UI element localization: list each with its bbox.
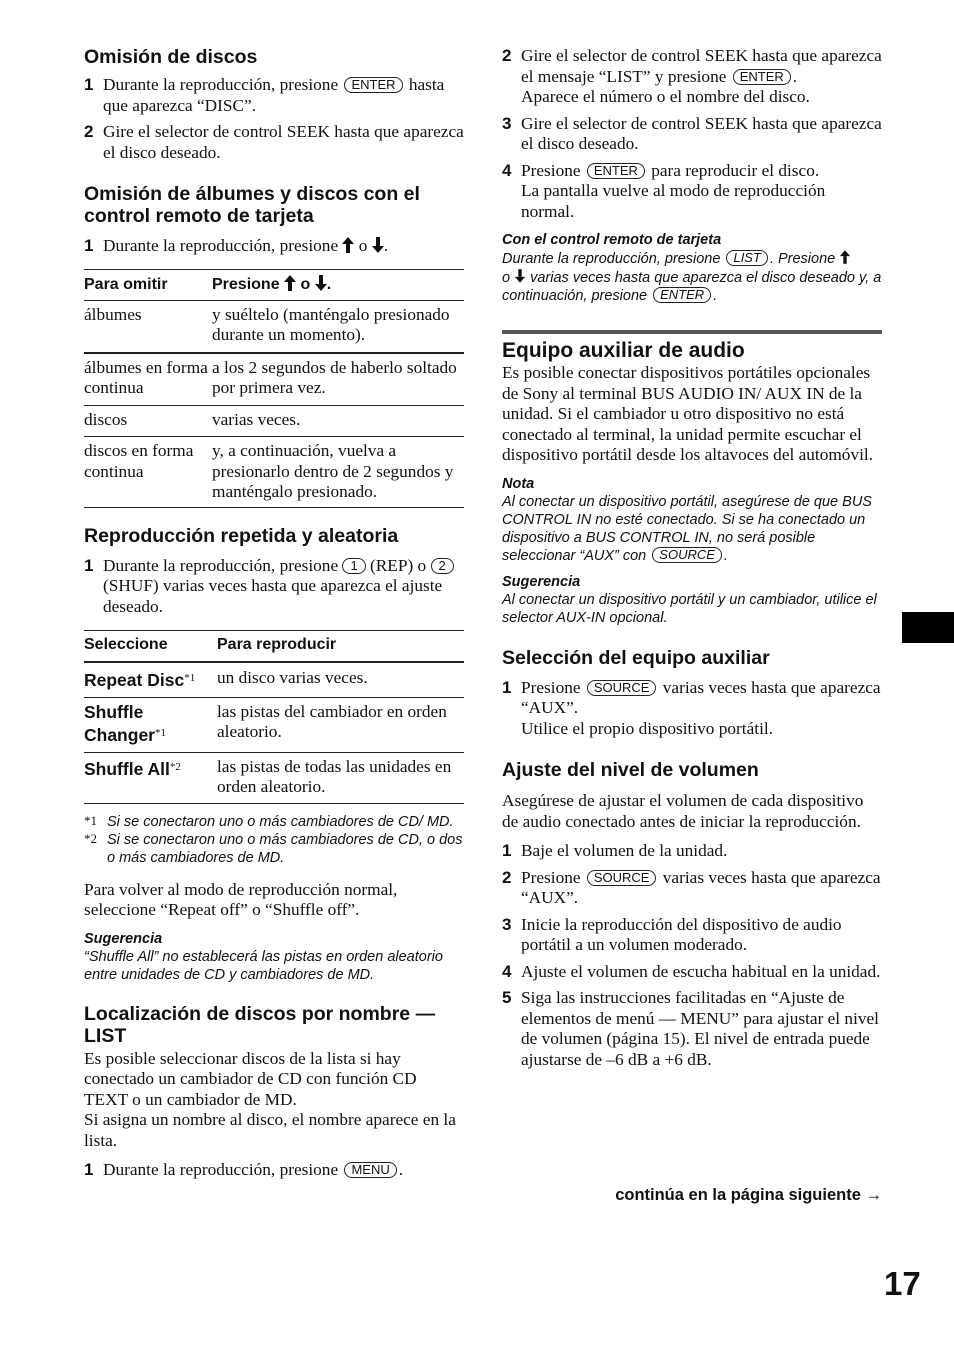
step-text: . xyxy=(383,236,389,255)
step-number: 1 xyxy=(502,677,512,697)
table-row xyxy=(84,353,464,406)
mode-name: Repeat Disc xyxy=(84,670,185,690)
header-text: . xyxy=(326,275,332,293)
table-header: Para omitir xyxy=(84,275,168,293)
table-cell xyxy=(84,662,217,697)
table-cell: varias veces. xyxy=(212,409,301,429)
list-key: LIST xyxy=(726,250,767,266)
step-text: Gire el selector de control SEEK hasta que aparezca el disco deseado. xyxy=(521,113,882,153)
footnote-text: Si se conectaron uno o más cambiadores de CD, o dos o más cambiadores de MD. xyxy=(107,831,463,866)
step-number: 2 xyxy=(84,122,94,141)
table-header: Para reproducir xyxy=(217,636,337,653)
table-row xyxy=(84,752,464,803)
step-text: Presione xyxy=(521,160,585,180)
volume-step-5 xyxy=(502,988,882,1070)
list-step-3 xyxy=(502,114,882,155)
header-text: o xyxy=(296,275,315,293)
table-row xyxy=(84,697,464,752)
table-cell: un disco varias veces. xyxy=(217,668,368,687)
table-cell: las pistas de todas las unidades en orden aleatorio. xyxy=(217,756,452,796)
volume-step-2 xyxy=(502,868,882,909)
note-text-part: Al conectar un dispositivo portátil, asegúrese de que BUS CONTROL IN no esté conectado. Si se ha conectado un dispositivo a BUS CONTROL IN, no será posible seleccionar “AUX” con xyxy=(502,493,872,564)
up-arrow-icon xyxy=(284,275,296,291)
table-cell: álbumes en forma continua xyxy=(84,357,208,397)
preset-1-key: 1 xyxy=(342,558,365,574)
step-text: Baje el volumen de la unidad. xyxy=(521,841,728,860)
table-header-row xyxy=(84,269,464,300)
table-row xyxy=(84,437,464,508)
footnote xyxy=(84,831,464,867)
preset-2-key: 2 xyxy=(431,558,454,574)
remote-text-part: . xyxy=(713,288,718,304)
step-number: 1 xyxy=(84,75,94,94)
remote-text-part: Durante la reproducción, presione xyxy=(502,251,725,267)
tip-text: Al conectar un dispositivo portátil y un cambiador, utilice el selector AUX-IN opcional. xyxy=(502,591,877,626)
aux-intro: Es posible conectar dispositivos portátiles opcionales de Sony al terminal BUS AUDIO IN/ AUX IN de la unidad. Si el cambiador u otro dispositivo no está conectado al terminal, la unidad permite escuchar el dispositivo portátil desde los altavoces del automóvil. xyxy=(502,363,874,464)
step-number: 4 xyxy=(502,160,512,180)
skip-discs-step-2 xyxy=(84,122,464,163)
list-step-2 xyxy=(502,46,882,108)
step-text: Aparece el número o el nombre del disco. xyxy=(521,87,810,106)
volume-step-3 xyxy=(502,915,882,956)
list-intro: Es posible seleccionar discos de la lista si hay conectado un cambiador de CD con función CD TEXT o un cambiador de MD. xyxy=(84,1048,417,1109)
step-text: o xyxy=(354,236,372,255)
table-row xyxy=(84,405,464,437)
mode-name: Shuffle Changer xyxy=(84,701,155,745)
table-row xyxy=(84,662,464,697)
tip-title: Sugerencia xyxy=(84,930,163,947)
remote-text-part: . Presione xyxy=(769,251,840,267)
table-cell: a los 2 segundos de haberlo soltado por primera vez. xyxy=(212,357,457,397)
source-key: SOURCE xyxy=(587,680,657,696)
down-arrow-icon xyxy=(315,275,327,291)
footnote-ref: *2 xyxy=(169,760,181,773)
step-text: Siga las instrucciones facilitadas en “Ajuste de elementos de menú — MENU” para ajustar el nivel de volumen (página 15). El nivel de entrada puede ajustarse de –6 dB a +6 dB. xyxy=(521,988,879,1069)
list-heading: Localización de discos por nombre — LIST xyxy=(84,1002,436,1047)
table-cell xyxy=(84,752,217,803)
table-header: Seleccione xyxy=(84,636,168,653)
section-divider xyxy=(502,330,882,334)
repeat-step-1 xyxy=(84,556,464,618)
footnote-key: *2 xyxy=(84,830,97,846)
down-arrow-icon xyxy=(372,237,384,253)
step-text: Inicie la reproducción del dispositivo de audio portátil a un volumen moderado. xyxy=(521,914,842,954)
step-number: 1 xyxy=(84,555,94,575)
step-text: Durante la reproducción, presione xyxy=(103,1160,343,1179)
enter-key: ENTER xyxy=(653,287,711,303)
step-number: 4 xyxy=(502,961,512,981)
skip-albums-heading: Omisión de álbumes y discos con el control remoto de tarjeta xyxy=(84,183,420,227)
left-column xyxy=(84,40,464,1181)
right-arrow-icon: → xyxy=(865,1186,882,1204)
step-text: Gire el selector de control SEEK hasta que aparezca el mensaje “LIST” y presione xyxy=(521,46,882,86)
table-cell: discos xyxy=(84,409,128,429)
note-text xyxy=(502,493,882,565)
table-header-row xyxy=(84,631,464,663)
remote-text-part: varias veces hasta que aparezca el disco deseado y, a continuación, presione xyxy=(502,270,882,304)
step-number: 1 xyxy=(84,1160,94,1179)
aux-heading: Equipo auxiliar de audio xyxy=(502,339,745,362)
step-number: 1 xyxy=(84,236,94,255)
skip-albums-table xyxy=(84,269,464,508)
remote-title: Con el control remoto de tarjeta xyxy=(502,232,722,248)
step-text: Presione xyxy=(521,867,585,887)
select-step-1 xyxy=(502,678,882,740)
list-step-1 xyxy=(84,1160,464,1181)
table-cell: y, a continuación, vuelva a presionarlo dentro de 2 segundos y manténgalo presionado. xyxy=(212,441,454,501)
footnote-ref: *1 xyxy=(154,727,166,739)
step-number: 2 xyxy=(502,867,512,887)
table-cell xyxy=(84,697,217,752)
select-aux-heading: Selección del equipo auxiliar xyxy=(502,646,770,669)
table-row xyxy=(84,300,464,353)
step-number: 2 xyxy=(502,46,512,65)
step-number: 1 xyxy=(502,841,512,860)
note-title: Nota xyxy=(502,475,535,492)
step-number: 5 xyxy=(502,988,512,1007)
menu-key: MENU xyxy=(344,1162,396,1178)
mode-name: Shuffle All xyxy=(84,758,170,779)
tip-title: Sugerencia xyxy=(502,573,581,590)
header-text: Presione xyxy=(212,275,285,293)
step-text: Presione xyxy=(521,677,585,697)
step-text: varias veces hasta que aparezca “AUX”. xyxy=(521,677,881,717)
footnote xyxy=(84,813,464,831)
enter-key: ENTER xyxy=(587,163,645,179)
step-text: (REP) o xyxy=(365,555,431,575)
list-step-4 xyxy=(502,161,882,223)
up-arrow-icon xyxy=(342,237,354,253)
up-arrow-icon xyxy=(840,250,850,264)
remote-text-part: o xyxy=(502,270,515,286)
step-text: Gire el selector de control SEEK hasta que aparezca el disco deseado. xyxy=(103,122,464,162)
skip-albums-step-1 xyxy=(84,236,464,257)
remote-text xyxy=(502,249,882,305)
footnote-text: Si se conectaron uno o más cambiadores de CD/ MD. xyxy=(107,813,454,830)
volume-step-4 xyxy=(502,962,882,983)
page-number: 17 xyxy=(884,1265,921,1302)
normal-mode-text: Para volver al modo de reproducción normal, seleccione “Repeat off” o “Shuffle off”. xyxy=(84,879,398,919)
source-key: SOURCE xyxy=(652,547,722,563)
step-text: Utilice el propio dispositivo portátil. xyxy=(521,718,773,738)
continued-text: continúa en la página siguiente xyxy=(615,1186,861,1204)
step-number: 3 xyxy=(502,914,512,934)
table-cell: y suéltelo (manténgalo presionado durante un momento). xyxy=(212,304,450,344)
right-column xyxy=(502,40,882,1070)
list-intro-2: Si asigna un nombre al disco, el nombre aparece en la lista. xyxy=(84,1110,456,1150)
continued-note xyxy=(615,1184,882,1206)
repeat-table xyxy=(84,630,464,804)
step-text: varias veces hasta que aparezca “AUX”. xyxy=(521,867,881,907)
step-text: hasta que aparezca “DISC”. xyxy=(103,75,445,115)
step-text: Durante la reproducción, presione xyxy=(103,236,343,255)
enter-key: ENTER xyxy=(733,69,791,85)
step-number: 3 xyxy=(502,113,512,133)
footnote-ref: *1 xyxy=(184,672,196,684)
table-cell: las pistas del cambiador en orden aleatorio. xyxy=(217,701,447,741)
repeat-heading: Reproducción repetida y aleatoria xyxy=(84,524,399,547)
down-arrow-icon xyxy=(515,269,525,283)
skip-discs-heading: Omisión de discos xyxy=(84,46,258,68)
table-cell: discos en forma continua xyxy=(84,441,194,481)
table-header xyxy=(212,269,464,300)
volume-heading: Ajuste del nivel de volumen xyxy=(502,759,759,781)
volume-intro: Asegúrese de ajustar el volumen de cada dispositivo de audio conectado antes de iniciar la reproducción. xyxy=(502,791,864,831)
step-text: para reproducir el disco. xyxy=(646,160,820,180)
skip-discs-step-1 xyxy=(84,75,464,116)
table-cell: álbumes xyxy=(84,304,142,324)
side-tab-marker xyxy=(902,612,954,643)
note-text-part: . xyxy=(723,547,728,564)
enter-key: ENTER xyxy=(344,77,402,93)
footnote-key: *1 xyxy=(84,812,97,828)
step-text: La pantalla vuelve al modo de reproducción normal. xyxy=(521,181,826,221)
step-text: (SHUF) varias veces hasta que aparezca el ajuste deseado. xyxy=(103,576,443,616)
step-text: . xyxy=(398,1160,404,1179)
step-text: Durante la reproducción, presione xyxy=(103,75,343,94)
tip-text: “Shuffle All” no establecerá las pistas en orden aleatorio entre unidades de CD y cambiadores de MD. xyxy=(84,948,443,983)
volume-step-1 xyxy=(502,841,882,862)
step-text: Durante la reproducción, presione xyxy=(103,555,343,575)
step-text: . xyxy=(792,66,798,86)
source-key: SOURCE xyxy=(587,870,657,886)
step-text: Ajuste el volumen de escucha habitual en la unidad. xyxy=(521,961,881,981)
